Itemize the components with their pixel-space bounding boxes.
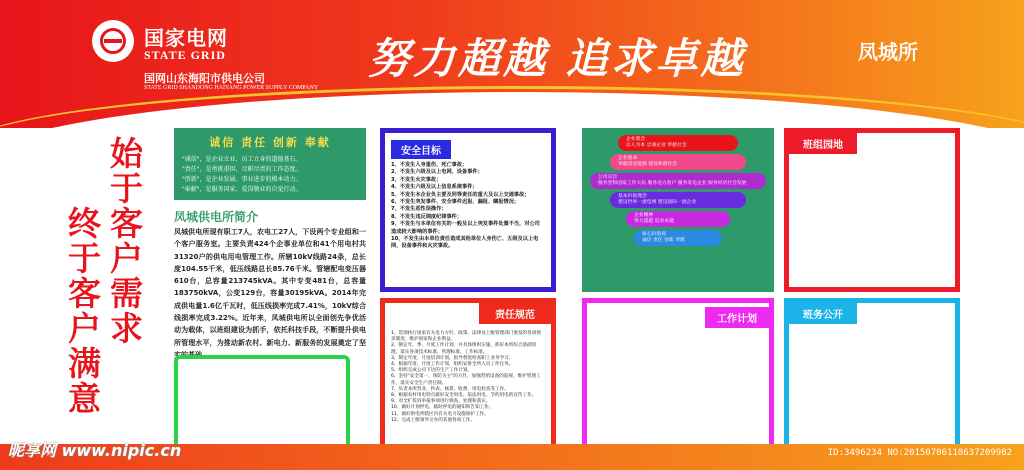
safety-goal-item: 2、不发生六级及以上电网、设备事件； xyxy=(391,169,483,176)
motto-line-2: 终于客户满意 xyxy=(63,206,102,416)
core-values-line: "责任"，是勇挑重担、尽职尽责的工作态度。 xyxy=(182,166,302,173)
safety-goal-item: 4、不发生六级及以上信息系统事件； xyxy=(391,184,478,191)
concept-pill: 公司宗旨 服务党和国家工作大局 服务电力客户 服务发电企业 服务经济社会发展 xyxy=(590,173,766,189)
concept-pill: 企业精神 努力超越 追求卓越 xyxy=(626,211,730,227)
responsibility-item: 1、贯彻执行国家有关电力方针、政策、法律及上级管理部门颁发的各项规章制度，维护国家和企业利益。 xyxy=(391,331,541,343)
concept-pill: 基本价值理念 建设世界一流电网 建设国际一流企业 xyxy=(610,192,746,208)
state-grid-logo-icon xyxy=(92,20,134,62)
brand-name-en: STATE GRID xyxy=(144,48,226,62)
header-banner xyxy=(0,0,1024,128)
safety-goals-panel xyxy=(380,128,556,292)
core-values-title: 诚信 责任 创新 奉献 xyxy=(209,136,331,149)
responsibility-item: 5、组织完成公司下达的生产工作计划。 xyxy=(391,368,473,374)
responsibility-item: 7、负责本所营业、抄表、核算、收费、用电检查等工作。 xyxy=(391,386,509,392)
safety-goals-title: 安全目标 xyxy=(391,140,451,159)
core-values-line: "创新"，是企业发展、事业进步的根本动力。 xyxy=(182,176,302,183)
team-garden-board xyxy=(793,159,951,283)
work-plan-panel xyxy=(582,298,774,466)
team-garden-panel xyxy=(784,128,960,292)
safety-goal-item: 3、不发生火灾事故； xyxy=(391,176,442,183)
intro-body: 凤城供电所现有职工7人，农电工27人，下设两个专业组和一个客户服务室。主要负责424个企事业单位和41个用电村共31320户的供电用电管理工作。所辖10kV线路24条，总长度104.55千米，低压线路总长85.76千米。管辖配电变压器610台，总容量213745kVA。其中专变481台，总容量183750kVA，公变129台，容量30195kVA。2014年完成供电量1.6亿千瓦时，低压线损率完成7.41%，10kV综合线损率完成3.22%。近年来，凤城供电所以全面创先争优活动为载体，以班组建设为抓手，依托科技手段，不断提升供电所管理水平，为推动新农村、新电力、新服务的发展奠定了坚实的基础。 xyxy=(174,228,366,359)
station-name: 凤城所 xyxy=(858,40,918,64)
responsibility-item: 10、做好计划停电、临时停电的通知和告知工作。 xyxy=(391,405,494,411)
responsibility-item: 8、根据农村用电特点做好安全用电、依法用电、节约用电的宣传工作。 xyxy=(391,393,537,399)
safety-goal-item: 9、不发生与本单位有关的一般及以上突发事件处置不当，对公司造成较大影响的事件； xyxy=(391,221,540,235)
concept-pill: 企业使命 奉献清洁能源 建设和谐社会 xyxy=(610,154,746,170)
safety-goal-item: 8、不发生违反调度纪律事件； xyxy=(391,213,463,220)
responsibility-item: 3、制定年度、月度培训计划，指导督促检查职工业务学习。 xyxy=(391,355,514,361)
work-plan-board xyxy=(591,331,765,457)
concept-pill: 企业理念 以人为本 忠诚企业 奉献社会 xyxy=(618,135,738,151)
company-name-en: STATE GRID SHANDONG HAIYANG POWER SUPPLY COMPANY xyxy=(144,85,319,91)
watermark: 昵享网 www.nipic.cn xyxy=(8,441,182,460)
safety-goal-item: 7、不发生恶性误操作； xyxy=(391,206,447,213)
work-plan-title: 工作计划 xyxy=(705,307,769,328)
responsibility-item: 12、完成上级领导交办的其他各项工作。 xyxy=(391,417,475,423)
responsibility-item: 2、制定年、季、月度工作计划，并具体组织实施，抓好本所综合基础管理，落实各项技术标准、管理标准、工作标准。 xyxy=(391,343,537,355)
core-values-line: "奉献"，是服务国家、爱岗敬业的自觉行动。 xyxy=(182,186,302,193)
affairs-disclosure-title: 班务公开 xyxy=(789,303,857,324)
responsibility-item: 4、根据年度、月度工作计划，组织安排全所人员工作任务。 xyxy=(391,362,514,368)
safety-goal-item: 5、不发生本企业负主要及同等责任的重大及以上交通事故； xyxy=(391,191,530,198)
affairs-disclosure-panel xyxy=(784,298,960,466)
corporate-concepts-panel xyxy=(582,128,774,292)
responsibility-item: 6、坚持"安全第一，预防为主"的方针，加强营销设备的巡视、维护管理工作，落实安全生产责任制。 xyxy=(391,374,541,386)
responsibility-list xyxy=(391,331,545,424)
concept-pill: 核心价值观 诚信 责任 创新 奉献 xyxy=(634,230,722,246)
responsibility-title: 责任规范 xyxy=(479,303,551,324)
safety-goal-item: 6、不发生突发事件、安全事件迟报、漏报、瞒报情况； xyxy=(391,199,520,206)
affairs-disclosure-board xyxy=(793,329,951,457)
responsibility-panel xyxy=(380,298,556,466)
intro-title: 凤城供电所简介 xyxy=(174,210,259,224)
safety-goal-item: 1、不发生人身重伤、死亡事故； xyxy=(391,162,468,168)
responsibility-item: 9、对全扩投诉举报事项进行调查、处理和落实。 xyxy=(391,399,491,405)
core-values-panel xyxy=(174,128,366,200)
motto-line-1: 始于客户需求 xyxy=(105,136,144,346)
responsibility-item: 11、做好供电所辖区内有关电力设施保护工作。 xyxy=(391,411,489,417)
slogan: 努力超越 追求卓越 xyxy=(368,34,746,83)
company-name-cn: 国网山东海阳市供电公司 xyxy=(144,72,265,85)
core-values-line: "诚信"，是企业立业、员工立身的道德基石。 xyxy=(182,156,302,163)
safety-goal-item: 10、不发生由本单位责任造成其他单位人身伤亡、五级及以上电网、设备事件和火灾事故。 xyxy=(391,236,539,250)
team-garden-title: 班组园地 xyxy=(789,133,857,154)
image-info: ID:3496234 NO:20150706110637209982 xyxy=(827,448,1012,458)
brand-name-cn: 国家电网 xyxy=(144,26,228,50)
